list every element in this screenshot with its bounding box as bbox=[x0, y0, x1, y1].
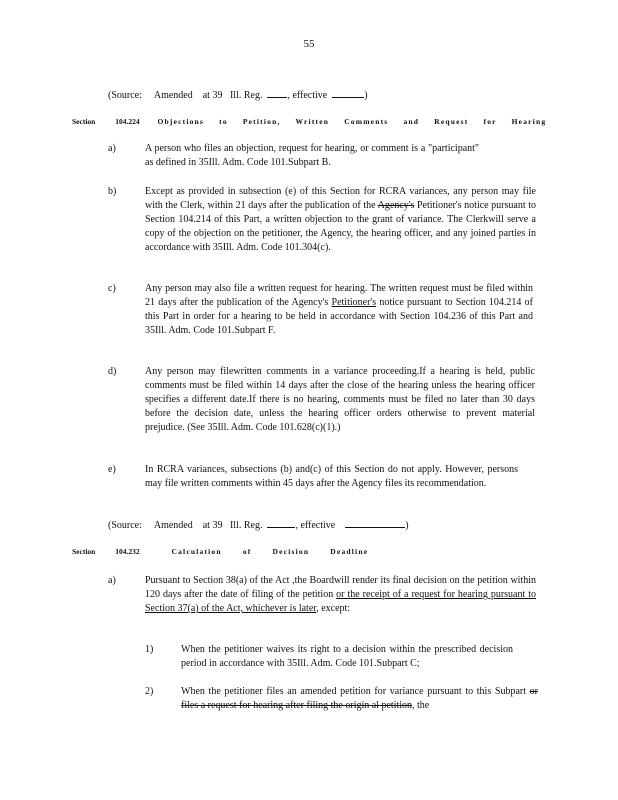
item-label: a) bbox=[108, 575, 116, 586]
blank-line bbox=[332, 88, 364, 98]
inserted-text: Petitioner's bbox=[331, 297, 377, 308]
blank-line bbox=[345, 518, 405, 528]
paragraph: When the petitioner files an amended petition for variance pursuant to this Subpart or files a request for hearing after filing the origin al petition, the bbox=[181, 686, 538, 711]
subitem-label: 2) bbox=[145, 686, 154, 697]
struck-text: Agency's bbox=[377, 200, 415, 211]
paragraph: A person who files an objection, request for hearing, or comment is a "participant" as defined in 35Ill. Adm. Code 101.Subpart B. bbox=[145, 143, 479, 168]
item-label: d) bbox=[108, 366, 117, 377]
paragraph: Except as provided in subsection (e) of this Section for RCRA variances, any person may file with the Clerk, within 21 days after the publication of the Agency's Petitioner's notice pursuant to Section 104.214 of this Part, a written objection to the grant of variance. The Clerkwill serve a copy of the objection on the petitioner, the Agency, the hearing officer, and any joined parties in accordance with 35Ill. Adm. Code 101.304(c). bbox=[145, 186, 536, 253]
paragraph: In RCRA variances, subsections (b) and(c) of this Section do not apply. However, persons may file written comments within 45 days after the Agency files its recommendation. bbox=[145, 464, 518, 489]
source-note: (Source: Amended at 39 Ill. Reg. , effective ) bbox=[108, 90, 368, 101]
page-number: 55 bbox=[303, 38, 315, 50]
subitem-label: 1) bbox=[145, 644, 154, 655]
inserted-text: or the receipt of a request for hearing pursuant to Section 37(a) of the Act, whichever is later bbox=[145, 589, 536, 614]
paragraph: Any person may filewritten comments in a variance proceeding.If a hearing is held, public comments must be filed within 14 days after the close of the hearing unless the hearing officer specifies a different date.If there is no hearing, comments must be filed no later than 30 days before the decision date, unless the hearing officer orders otherwise to prevent material prejudice. (See 35Ill. Adm. Code 101.628(c)(1).) bbox=[145, 366, 535, 433]
paragraph: Any person may also file a written request for hearing. The written request must be filed within 21 days after the publication of the Agency's Petitioner's notice pursuant to Section 104.214 of this Part in order for a hearing to be held in accordance with Section 104.236 of this Part and 35Ill. Adm. Code 101.Subpart F. bbox=[145, 283, 533, 336]
item-label: b) bbox=[108, 186, 117, 197]
item-label: a) bbox=[108, 143, 116, 154]
source-note: (Source: Amended at 39 Ill. Reg. , effective ) bbox=[108, 520, 409, 531]
blank-line bbox=[267, 518, 295, 528]
paragraph: Pursuant to Section 38(a) of the Act ,the Boardwill render its final decision on the petition within 120 days after the date of filing of the petition or the receipt of a request for hearing pursuant to Section 37(a) of the Act, whichever is later, except: bbox=[145, 575, 536, 614]
blank-line bbox=[267, 88, 287, 98]
section-heading: Section 104.224 Objections to Petition, Written Comments and Request for Hearing bbox=[72, 117, 547, 126]
struck-text: or files a request for hearing after filing the origin al petition bbox=[181, 686, 538, 711]
item-label: c) bbox=[108, 283, 116, 294]
item-label: e) bbox=[108, 464, 116, 475]
paragraph: When the petitioner waives its right to a decision within the prescribed decision period in accordance with 35Ill. Adm. Code 101.Subpart C; bbox=[181, 644, 513, 669]
section-heading: Section 104.232 Calculation of Decision Deadline bbox=[72, 547, 369, 556]
